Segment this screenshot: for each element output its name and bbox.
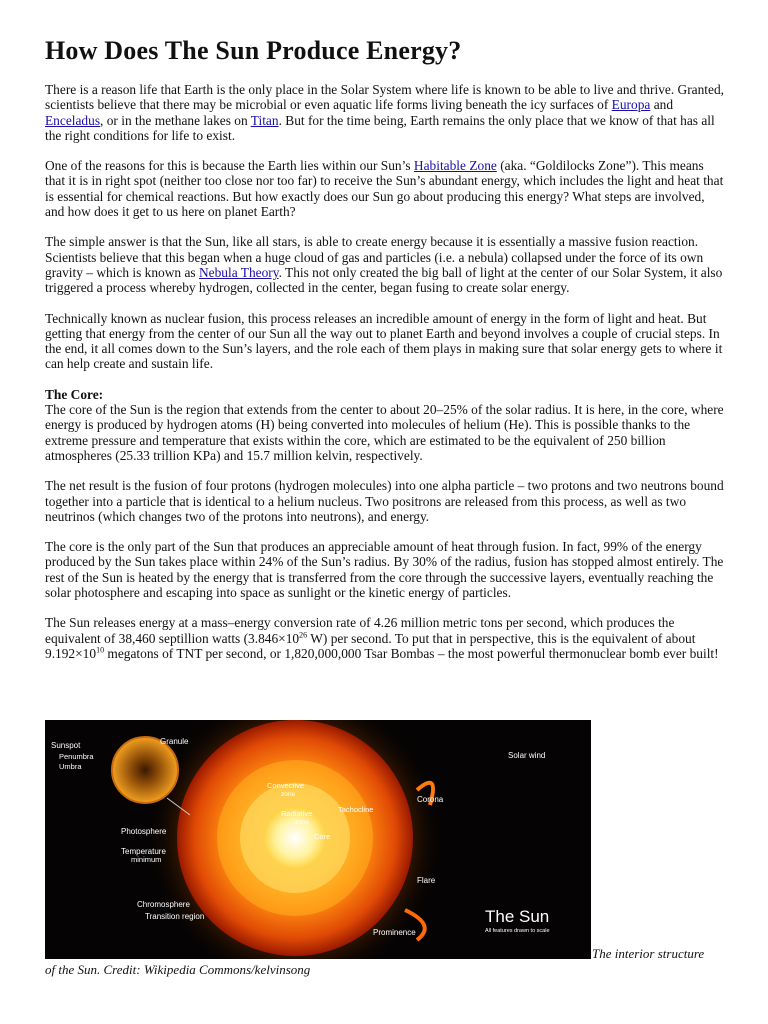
label-chromosphere: Chromosphere <box>137 900 190 909</box>
paragraph-intro <box>45 82 725 143</box>
paragraph-core: The core of the Sun is the region that extends from the center to about 20–25% of the solar radius. It is here, in the core, where energy is produced by hydrogen atoms (H) being converted into molecules of helium (He). This is possible thanks to the extreme pressure and temperature that exists within the core, which are estimated to be the equivalent of 250 billion atmospheres (25.33 trillion KPa) and 15.7 million kelvin, respectively. <box>45 402 724 463</box>
text: The simple answer is that the Sun, like all stars, is able to create energy because it is essentially a massive fusion reaction. Scientists believe that this began when a huge cloud of gas and particles (i.e. a nebula) collapsed under the force of its own gravity – which is known as <box>45 234 704 280</box>
label-sunspot: Sunspot <box>51 741 81 750</box>
text: , or in the methane lakes on <box>100 112 251 128</box>
label-solar-wind: Solar wind <box>508 751 546 760</box>
label-penumbra: Penumbra <box>59 752 94 761</box>
image-caption-part1: The interior structure <box>592 946 705 961</box>
label-radiative-zone: zone <box>295 819 310 826</box>
label-drawn-to-scale: All features drawn to scale <box>485 928 550 934</box>
link-titan[interactable]: Titan <box>250 112 279 128</box>
superscript: 26 <box>299 630 308 640</box>
label-temperature: Temperature <box>121 847 166 856</box>
link-enceladus[interactable]: Enceladus <box>45 112 101 128</box>
section-heading: The Core: <box>45 386 104 402</box>
label-core: Core <box>314 832 331 841</box>
label-the-sun: The Sun <box>485 907 550 926</box>
image-caption-part2: of the Sun. Credit: Wikipedia Commons/kelvinsong <box>45 962 311 977</box>
label-flare: Flare <box>417 876 436 885</box>
text: There is a reason life that Earth is the only place in the Solar System where life is known to be able to live and thrive. Granted, scientists believe that there may be microbial or even aquatic life forms living beneath the icy surfaces of <box>45 82 724 113</box>
label-tachocline: Tachocline <box>338 805 374 814</box>
core-heading <box>45 387 725 402</box>
article-body <box>45 82 725 676</box>
page-title: How Does The Sun Produce Energy? <box>45 36 462 65</box>
text: W) per second. To put that in perspective, this is the equivalent of about 9.192×10 <box>45 630 696 661</box>
paragraph-core-heat: The core is the only part of the Sun that produces an appreciable amount of heat through fusion. In fact, 99% of the energy produced by the Sun takes place within 24% of the Sun’s radius. By 30% of the radius, fusion has stopped almost entirely. The rest of the Sun is heated by the energy that is transferred from the core through the successive layers, eventually reaching the solar photosphere and escaping into space as sunlight or the kinetic energy of particles. <box>45 539 724 601</box>
sun-diagram <box>45 720 591 959</box>
link-nebula-theory[interactable]: Nebula Theory <box>198 264 279 280</box>
text: The Sun releases energy at a mass–energy conversion rate of 4.26 million metric tons per second, which produces the equivalent of 38,460 septillion watts (3.846×10 <box>45 615 675 646</box>
paragraph-nuclear-fusion: Technically known as nuclear fusion, this process releases an incredible amount of energy in the form of light and heat. But getting that energy from the center of our Sun all the way out to planet Earth and beyond involves a couple of crucial steps. In the end, it all comes down to the Sun’s layers, and the role each of them plays in making sure that solar energy gets to where it can help create and sustain life. <box>45 310 723 372</box>
link-europa[interactable]: Europa <box>611 97 651 113</box>
label-transition-region: Transition region <box>145 912 205 921</box>
sun-structure-image <box>45 720 591 959</box>
label-granule: Granule <box>160 737 189 746</box>
label-temperature-minimum: minimum <box>131 855 162 864</box>
label-radiative: Radiative <box>281 809 313 818</box>
sunspot-inset <box>112 737 178 803</box>
paragraph-energy-rate <box>45 615 725 661</box>
text: (aka. “Goldilocks Zone”). This means that it is in right spot (neither too close nor too far) to receive the Sun’s abundant energy, which includes the light and heat that is essential for chemical reactions. But how exactly does our Sun go about producing this energy? What steps are involved, and how does it get to us here on planet Earth? <box>45 158 724 220</box>
link-habitable-zone[interactable]: Habitable Zone <box>413 158 497 174</box>
label-photosphere: Photosphere <box>121 827 167 836</box>
label-convective-zone: zone <box>281 791 296 798</box>
label-corona: Corona <box>417 795 444 804</box>
label-convective: Convective <box>267 781 305 790</box>
paragraph-habitable <box>45 158 725 219</box>
text: . This not only created the big ball of light at the center of our Solar System, it also triggered a process whereby hydrogen, collected in the center, began fusing to create solar energy. <box>45 264 723 296</box>
text: One of the reasons for this is because the Earth lies within our Sun’s <box>45 158 414 174</box>
text: . But for the time being, Earth remains the only place that we know of that has all the right conditions for life to exist. <box>45 112 715 143</box>
text: megatons of TNT per second, or 1,820,000,000 Tsar Bombas – the most powerful thermonuclear bomb ever built! <box>104 645 719 661</box>
label-umbra: Umbra <box>59 762 82 771</box>
superscript: 10 <box>96 645 105 655</box>
paragraph-net-result: The net result is the fusion of four protons (hydrogen molecules) into one alpha particle – two protons and two neutrons bound together into a particle that is identical to a helium nucleus. Two positrons are released from this process, as well as two neutrinos (which changes two of the protons into neutrons), and energy. <box>45 478 724 524</box>
text: and <box>650 97 674 113</box>
paragraph-fusion <box>45 234 725 295</box>
label-prominence: Prominence <box>373 928 416 937</box>
